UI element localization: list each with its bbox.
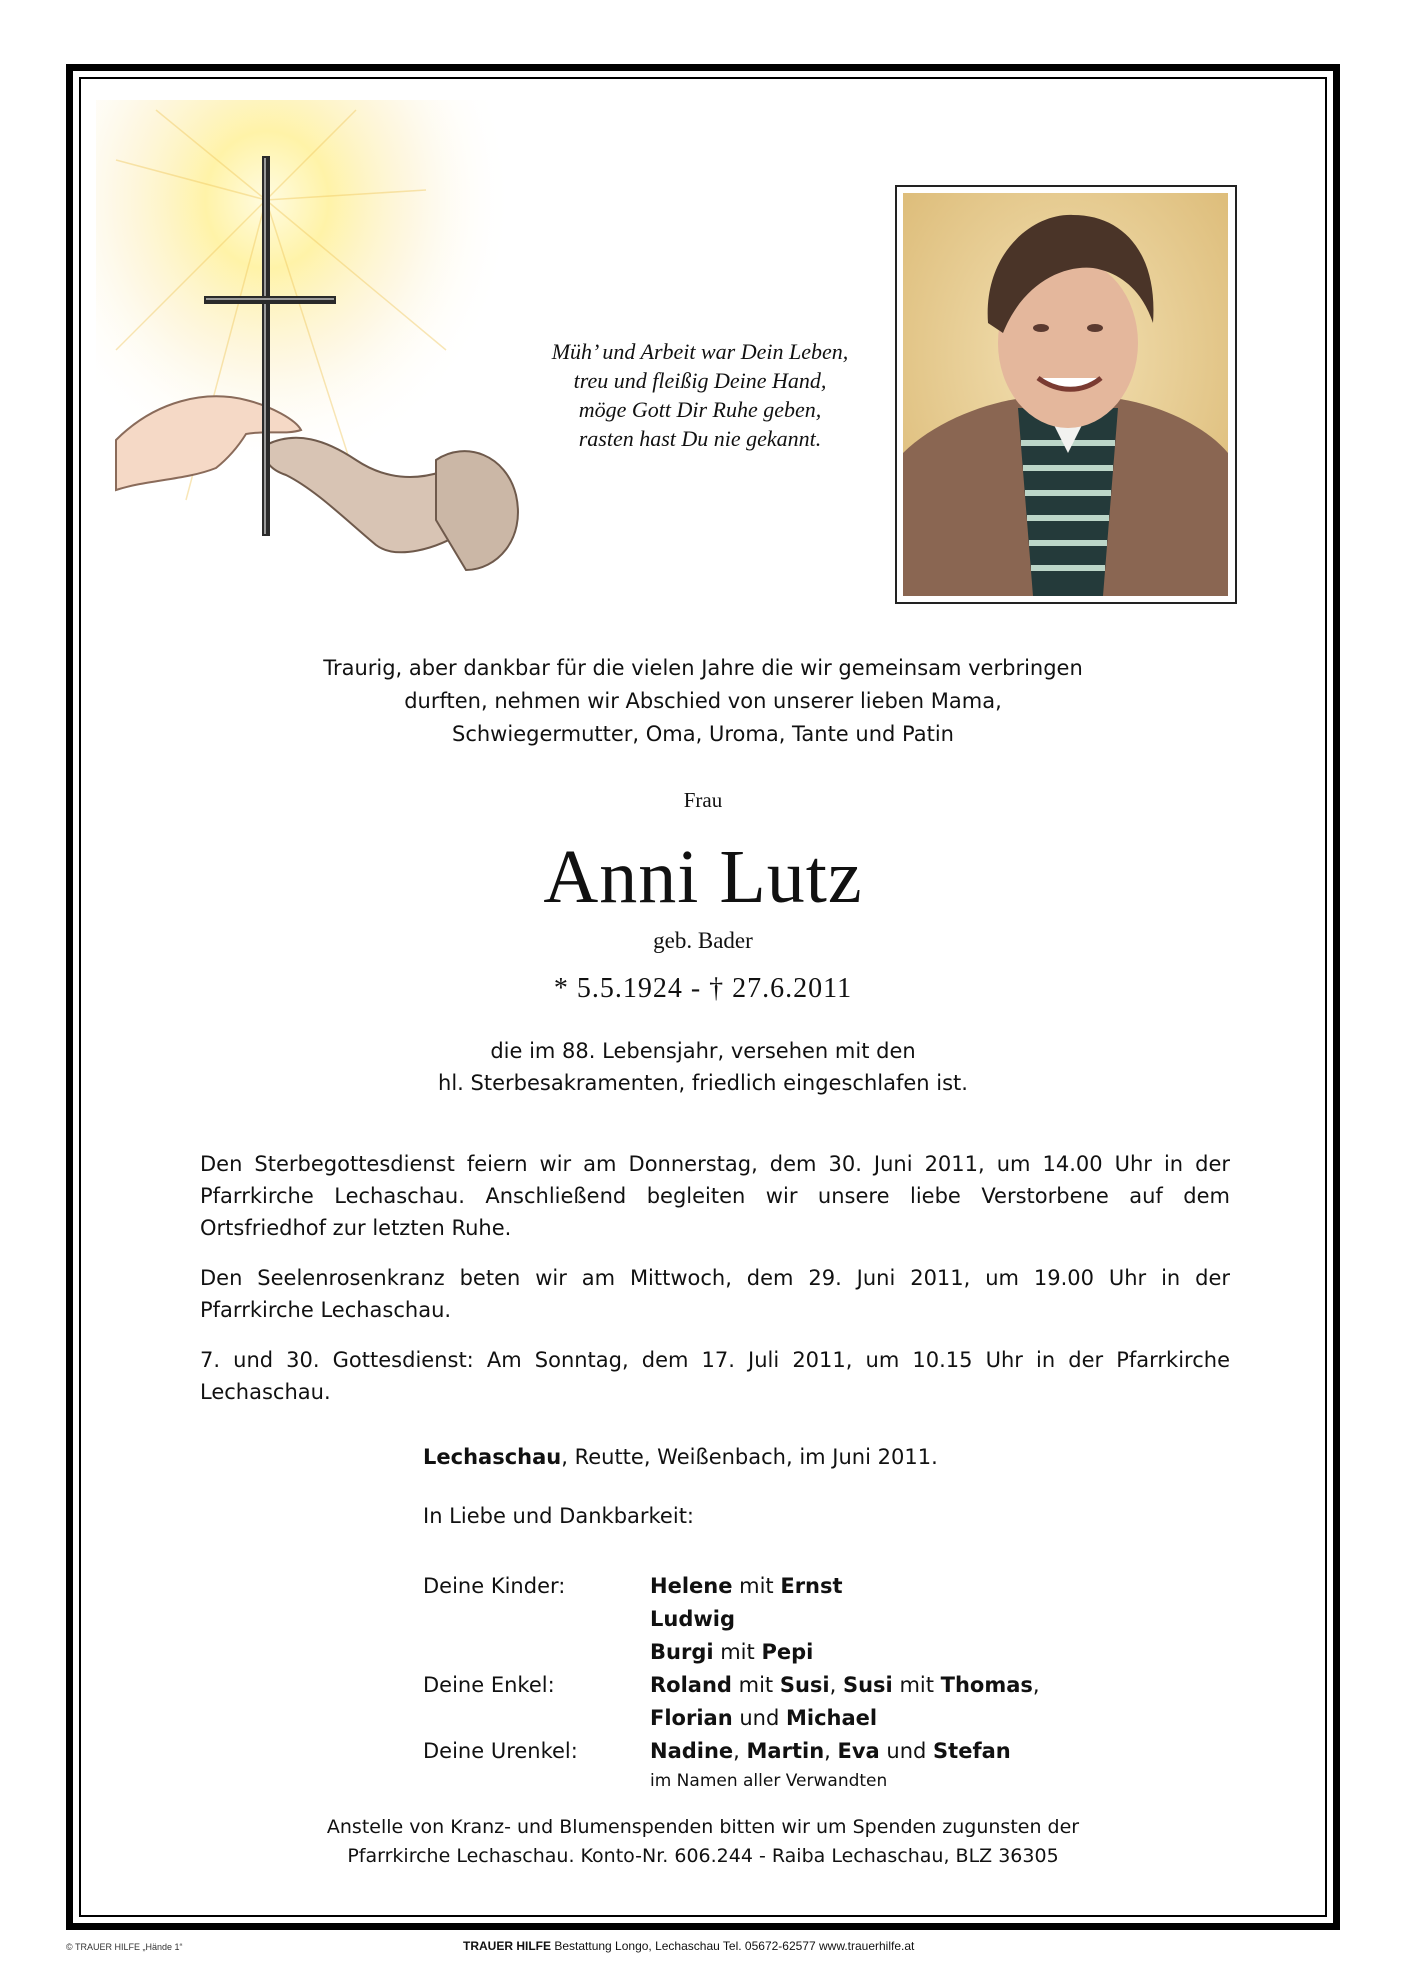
separator: , — [829, 1673, 843, 1697]
child-name: Burgi — [650, 1640, 714, 1664]
copyright-footer: © TRAUER HILFE „Hände 1“ — [66, 1942, 183, 1952]
intro-line: Schwiegermutter, Oma, Uroma, Tante und Patin — [452, 722, 954, 746]
children-line — [650, 1570, 1250, 1602]
maiden-name: geb. Bader — [653, 928, 753, 953]
grandchildren-line — [650, 1669, 1250, 1701]
poem-line: möge Gott Dir Ruhe geben, — [578, 397, 822, 422]
connector: mit — [892, 1673, 941, 1697]
death-statement-line: hl. Sterbesakramenten, friedlich eingeschlafen ist. — [438, 1071, 968, 1095]
donation-note — [220, 1813, 1186, 1871]
grandchild-name: Florian — [650, 1706, 733, 1730]
deceased-name: Anni Lutz — [543, 835, 863, 919]
undertaker-footer — [463, 1939, 1063, 1953]
grandchildren-label: Deine Enkel: — [423, 1673, 555, 1697]
life-dates: * 5.5.1924 - † 27.6.2011 — [553, 973, 853, 1004]
greatgrandchild-name: Martin — [746, 1739, 825, 1763]
grandchild-name: Michael — [785, 1706, 878, 1730]
connector: mit — [731, 1673, 780, 1697]
separator: , — [824, 1739, 838, 1763]
grandchildren-line — [650, 1702, 1250, 1734]
greatgrandchildren-line — [650, 1735, 1250, 1767]
grandchild-partner-name: Susi — [779, 1673, 830, 1697]
death-statement-line: die im 88. Lebensjahr, versehen mit den — [490, 1039, 916, 1063]
donation-line: Pfarrkirche Lechaschau. Konto-Nr. 606.244 - Raiba Lechaschau, BLZ 36305 — [347, 1845, 1059, 1867]
greatgrandchild-name: Stefan — [933, 1739, 1011, 1763]
greatgrandchild-name: Nadine — [650, 1739, 734, 1763]
intro-line: durften, nehmen wir Abschied von unserer lieben Mama, — [404, 689, 1002, 713]
poem — [520, 337, 880, 453]
intro-text — [200, 652, 1206, 751]
place-town: Lechaschau — [423, 1445, 562, 1469]
connector: und — [732, 1706, 786, 1730]
poem-line: treu und fleißig Deine Hand, — [573, 368, 827, 393]
cross-hands-illustration — [96, 100, 546, 600]
grandchild-name: Roland — [650, 1673, 732, 1697]
love-line: In Liebe und Dankbarkeit: — [423, 1504, 695, 1528]
portrait-photo — [903, 193, 1228, 596]
child-name: Ludwig — [650, 1607, 735, 1631]
place-rest: , Reutte, Weißenbach, im Juni 2011. — [561, 1445, 938, 1469]
grandchild-name: Susi — [842, 1673, 893, 1697]
mass-paragraph: 7. und 30. Gottesdienst: Am Sonntag, dem 17. Juli 2011, um 10.15 Uhr in der Pfarrkirche Lechaschau. — [200, 1348, 1230, 1404]
child-partner-name: Ernst — [780, 1574, 843, 1598]
children-label: Deine Kinder: — [423, 1574, 566, 1598]
child-name: Helene — [650, 1574, 733, 1598]
connector: mit — [713, 1640, 762, 1664]
connector: mit — [732, 1574, 781, 1598]
greatgrandchildren-label: Deine Urenkel: — [423, 1739, 578, 1763]
donation-line: Anstelle von Kranz- und Blumenspenden bitten wir um Spenden zugunsten der — [326, 1816, 1080, 1838]
death-statement — [300, 1035, 1106, 1099]
undertaker-details: Bestattung Longo, Lechaschau Tel. 05672-62577 www.trauerhilfe.at — [551, 1939, 915, 1953]
title-prefix: Frau — [683, 788, 723, 812]
poem-line: rasten hast Du nie gekannt. — [578, 426, 822, 451]
greatgrandchild-name: Eva — [837, 1739, 880, 1763]
child-partner-name: Pepi — [761, 1640, 814, 1664]
undertaker-brand: TRAUER HILFE — [463, 1939, 551, 1953]
intro-line: Traurig, aber dankbar für die vielen Jahre die wir gemeinsam verbringen — [323, 656, 1083, 680]
children-line — [650, 1636, 1250, 1668]
rosary-paragraph: Den Seelenrosenkranz beten wir am Mittwoch, dem 29. Juni 2011, um 19.00 Uhr in der Pfarrkirche Lechaschau. — [200, 1266, 1230, 1322]
place-date — [423, 1441, 1123, 1473]
separator: , — [733, 1739, 747, 1763]
funeral-service-paragraph: Den Sterbegottesdienst feiern wir am Donnerstag, dem 30. Juni 2011, um 14.00 Uhr in der Pfarrkirche Lechaschau. Anschließend begleiten wir unsere liebe Verstorbene auf dem Ortsfriedhof zur letzten Ruhe. — [200, 1152, 1230, 1240]
relatives-note: im Namen aller Verwandten — [650, 1771, 888, 1791]
separator: , — [1032, 1673, 1040, 1697]
connector: und — [879, 1739, 934, 1763]
poem-line: Müh’ und Arbeit war Dein Leben, — [551, 339, 849, 364]
children-line — [650, 1603, 1250, 1635]
grandchild-partner-name: Thomas — [940, 1673, 1033, 1697]
